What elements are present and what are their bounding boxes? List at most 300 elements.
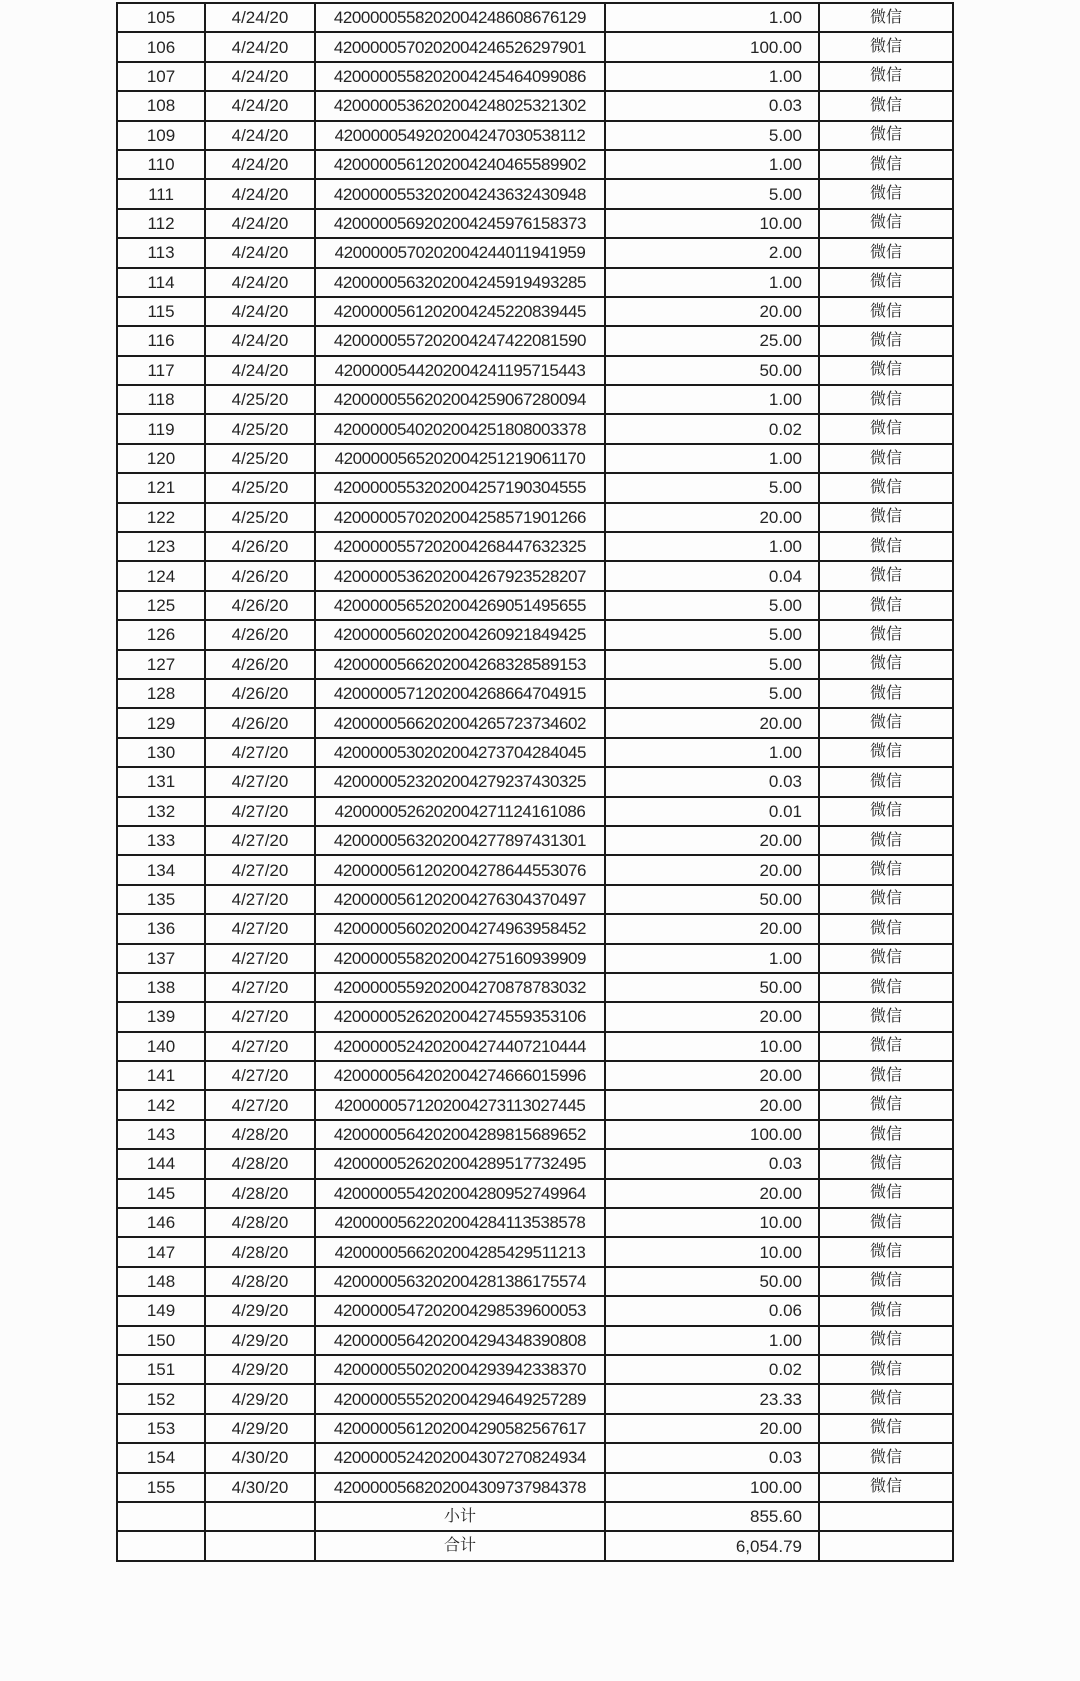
table-row: [117, 1267, 953, 1296]
transaction-id-cell: 4200000556202004259067280094: [315, 385, 605, 414]
transaction-id-cell: 4200000559202004270878783032: [315, 973, 605, 1002]
date-cell: 4/24/20: [205, 150, 315, 179]
table-row: [117, 1032, 953, 1061]
transaction-id-cell: 4200000561202004276304370497: [315, 885, 605, 914]
date-cell: 4/27/20: [205, 767, 315, 796]
table-row: [117, 1002, 953, 1031]
transaction-id-cell: 4200000564202004274666015996: [315, 1061, 605, 1090]
method-cell: 微信: [819, 650, 953, 679]
transaction-id-cell: 4200000526202004271124161086: [315, 797, 605, 826]
method-cell: 微信: [819, 326, 953, 355]
method-cell: 微信: [819, 179, 953, 208]
transaction-id-cell: 4200000536202004248025321302: [315, 91, 605, 120]
table-row: [117, 356, 953, 385]
transaction-id-cell: 4200000544202004241195715443: [315, 356, 605, 385]
amount-cell: 25.00: [605, 326, 819, 355]
amount-cell: 5.00: [605, 620, 819, 649]
method-cell: 微信: [819, 473, 953, 502]
date-cell: 4/28/20: [205, 1237, 315, 1266]
table-row: [117, 1414, 953, 1443]
transactions-table: [116, 2, 954, 1562]
table-row: [117, 738, 953, 767]
row-index-cell: 115: [117, 297, 205, 326]
date-cell: 4/27/20: [205, 885, 315, 914]
amount-cell: 50.00: [605, 885, 819, 914]
row-index-cell: 144: [117, 1149, 205, 1178]
amount-cell: 0.01: [605, 797, 819, 826]
transaction-id-cell: 4200000564202004289815689652: [315, 1120, 605, 1149]
method-cell: 微信: [819, 1237, 953, 1266]
amount-cell: 5.00: [605, 591, 819, 620]
method-cell: 微信: [819, 1355, 953, 1384]
row-index-cell: 136: [117, 914, 205, 943]
amount-cell: 20.00: [605, 855, 819, 884]
method-cell: 微信: [819, 414, 953, 443]
row-index-cell: 146: [117, 1208, 205, 1237]
method-cell: 微信: [819, 62, 953, 91]
row-index-cell: 105: [117, 3, 205, 32]
row-index-cell: 106: [117, 32, 205, 61]
method-cell: 微信: [819, 738, 953, 767]
method-cell: 微信: [819, 3, 953, 32]
table-row: [117, 1179, 953, 1208]
subtotal-empty-method-cell: [819, 1502, 953, 1531]
date-cell: 4/26/20: [205, 532, 315, 561]
amount-cell: 50.00: [605, 356, 819, 385]
table-row: [117, 238, 953, 267]
date-cell: 4/25/20: [205, 385, 315, 414]
transaction-id-cell: 4200000571202004273113027445: [315, 1090, 605, 1119]
date-cell: 4/24/20: [205, 179, 315, 208]
transaction-id-cell: 4200000566202004265723734602: [315, 708, 605, 737]
row-index-cell: 155: [117, 1473, 205, 1502]
table-row: [117, 209, 953, 238]
row-index-cell: 118: [117, 385, 205, 414]
date-cell: 4/30/20: [205, 1443, 315, 1472]
method-cell: 微信: [819, 1326, 953, 1355]
table-row: [117, 91, 953, 120]
table-row: [117, 3, 953, 32]
method-cell: 微信: [819, 973, 953, 1002]
amount-cell: 1.00: [605, 150, 819, 179]
amount-cell: 5.00: [605, 179, 819, 208]
row-index-cell: 113: [117, 238, 205, 267]
table-row: [117, 679, 953, 708]
row-index-cell: 147: [117, 1237, 205, 1266]
table-row: [117, 1384, 953, 1413]
table-row: [117, 473, 953, 502]
transaction-id-cell: 4200000558202004275160939909: [315, 944, 605, 973]
method-cell: 微信: [819, 1002, 953, 1031]
method-cell: 微信: [819, 1384, 953, 1413]
date-cell: 4/27/20: [205, 797, 315, 826]
subtotal-empty-index-cell: [117, 1502, 205, 1531]
method-cell: 微信: [819, 914, 953, 943]
amount-cell: 0.03: [605, 91, 819, 120]
row-index-cell: 131: [117, 767, 205, 796]
table-row: [117, 1090, 953, 1119]
amount-cell: 20.00: [605, 1179, 819, 1208]
subtotal-amount-cell: 855.60: [605, 1502, 819, 1531]
date-cell: 4/29/20: [205, 1296, 315, 1325]
transaction-id-cell: 4200000526202004274559353106: [315, 1002, 605, 1031]
row-index-cell: 132: [117, 797, 205, 826]
date-cell: 4/26/20: [205, 561, 315, 590]
method-cell: 微信: [819, 944, 953, 973]
method-cell: 微信: [819, 826, 953, 855]
method-cell: 微信: [819, 356, 953, 385]
transaction-id-cell: 4200000558202004245464099086: [315, 62, 605, 91]
date-cell: 4/24/20: [205, 268, 315, 297]
total-amount-cell: 6,054.79: [605, 1531, 819, 1560]
table-row: [117, 885, 953, 914]
table-row: [117, 414, 953, 443]
amount-cell: 0.03: [605, 1149, 819, 1178]
method-cell: 微信: [819, 1120, 953, 1149]
date-cell: 4/28/20: [205, 1149, 315, 1178]
table-row: [117, 1296, 953, 1325]
transaction-id-cell: 4200000530202004273704284045: [315, 738, 605, 767]
row-index-cell: 154: [117, 1443, 205, 1472]
date-cell: 4/27/20: [205, 1090, 315, 1119]
transactions-body: [117, 3, 953, 1502]
table-row: [117, 1355, 953, 1384]
transaction-id-cell: 4200000561202004290582567617: [315, 1414, 605, 1443]
row-index-cell: 150: [117, 1326, 205, 1355]
row-index-cell: 117: [117, 356, 205, 385]
method-cell: 微信: [819, 679, 953, 708]
amount-cell: 5.00: [605, 679, 819, 708]
row-index-cell: 122: [117, 503, 205, 532]
method-cell: 微信: [819, 503, 953, 532]
row-index-cell: 135: [117, 885, 205, 914]
method-cell: 微信: [819, 91, 953, 120]
date-cell: 4/28/20: [205, 1267, 315, 1296]
subtotal-label-cell: 小计: [315, 1502, 605, 1531]
table-row: [117, 591, 953, 620]
amount-cell: 20.00: [605, 1090, 819, 1119]
row-index-cell: 140: [117, 1032, 205, 1061]
table-row: [117, 855, 953, 884]
method-cell: 微信: [819, 1032, 953, 1061]
method-cell: 微信: [819, 385, 953, 414]
amount-cell: 20.00: [605, 914, 819, 943]
transaction-id-cell: 4200000540202004251808003378: [315, 414, 605, 443]
method-cell: 微信: [819, 238, 953, 267]
method-cell: 微信: [819, 591, 953, 620]
date-cell: 4/27/20: [205, 826, 315, 855]
date-cell: 4/29/20: [205, 1326, 315, 1355]
table-row: [117, 973, 953, 1002]
transaction-id-cell: 4200000563202004281386175574: [315, 1267, 605, 1296]
row-index-cell: 152: [117, 1384, 205, 1413]
row-index-cell: 127: [117, 650, 205, 679]
transaction-id-cell: 4200000526202004289517732495: [315, 1149, 605, 1178]
table-row: [117, 385, 953, 414]
row-index-cell: 125: [117, 591, 205, 620]
table-row: [117, 914, 953, 943]
row-index-cell: 107: [117, 62, 205, 91]
row-index-cell: 109: [117, 121, 205, 150]
amount-cell: 20.00: [605, 297, 819, 326]
amount-cell: 1.00: [605, 1326, 819, 1355]
amount-cell: 0.04: [605, 561, 819, 590]
row-index-cell: 151: [117, 1355, 205, 1384]
date-cell: 4/27/20: [205, 738, 315, 767]
amount-cell: 10.00: [605, 1237, 819, 1266]
amount-cell: 1.00: [605, 62, 819, 91]
method-cell: 微信: [819, 767, 953, 796]
total-empty-date-cell: [205, 1531, 315, 1560]
table-row: [117, 32, 953, 61]
row-index-cell: 130: [117, 738, 205, 767]
transaction-id-cell: 4200000555202004294649257289: [315, 1384, 605, 1413]
date-cell: 4/24/20: [205, 3, 315, 32]
transaction-id-cell: 4200000562202004284113538578: [315, 1208, 605, 1237]
method-cell: 微信: [819, 797, 953, 826]
transaction-id-cell: 4200000557202004268447632325: [315, 532, 605, 561]
table-row: [117, 944, 953, 973]
amount-cell: 5.00: [605, 121, 819, 150]
transaction-id-cell: 4200000524202004307270824934: [315, 1443, 605, 1472]
method-cell: 微信: [819, 855, 953, 884]
amount-cell: 10.00: [605, 1208, 819, 1237]
method-cell: 微信: [819, 1090, 953, 1119]
table-row: [117, 503, 953, 532]
date-cell: 4/24/20: [205, 209, 315, 238]
date-cell: 4/26/20: [205, 620, 315, 649]
transaction-id-cell: 4200000553202004243632430948: [315, 179, 605, 208]
date-cell: 4/24/20: [205, 91, 315, 120]
row-index-cell: 143: [117, 1120, 205, 1149]
table-row: [117, 708, 953, 737]
transactions-table-container: [116, 2, 954, 1562]
transaction-id-cell: 4200000570202004244011941959: [315, 238, 605, 267]
transaction-id-cell: 4200000564202004294348390808: [315, 1326, 605, 1355]
date-cell: 4/26/20: [205, 591, 315, 620]
row-index-cell: 111: [117, 179, 205, 208]
amount-cell: 23.33: [605, 1384, 819, 1413]
row-index-cell: 148: [117, 1267, 205, 1296]
table-row: [117, 767, 953, 796]
table-row: [117, 1061, 953, 1090]
date-cell: 4/24/20: [205, 32, 315, 61]
table-row: [117, 1443, 953, 1472]
method-cell: 微信: [819, 1267, 953, 1296]
total-empty-method-cell: [819, 1531, 953, 1560]
amount-cell: 0.02: [605, 1355, 819, 1384]
date-cell: 4/30/20: [205, 1473, 315, 1502]
transaction-id-cell: 4200000566202004285429511213: [315, 1237, 605, 1266]
method-cell: 微信: [819, 268, 953, 297]
transaction-id-cell: 4200000566202004268328589153: [315, 650, 605, 679]
date-cell: 4/27/20: [205, 914, 315, 943]
row-index-cell: 114: [117, 268, 205, 297]
amount-cell: 10.00: [605, 1032, 819, 1061]
table-row: [117, 826, 953, 855]
amount-cell: 20.00: [605, 1061, 819, 1090]
date-cell: 4/24/20: [205, 326, 315, 355]
transaction-id-cell: 4200000565202004251219061170: [315, 444, 605, 473]
amount-cell: 20.00: [605, 708, 819, 737]
amount-cell: 0.03: [605, 1443, 819, 1472]
amount-cell: 1.00: [605, 444, 819, 473]
amount-cell: 20.00: [605, 503, 819, 532]
amount-cell: 50.00: [605, 1267, 819, 1296]
transaction-id-cell: 4200000561202004240465589902: [315, 150, 605, 179]
amount-cell: 100.00: [605, 1120, 819, 1149]
date-cell: 4/28/20: [205, 1208, 315, 1237]
amount-cell: 1.00: [605, 944, 819, 973]
method-cell: 微信: [819, 121, 953, 150]
table-row: [117, 179, 953, 208]
row-index-cell: 121: [117, 473, 205, 502]
table-row: [117, 62, 953, 91]
table-row: [117, 1149, 953, 1178]
amount-cell: 10.00: [605, 209, 819, 238]
date-cell: 4/25/20: [205, 473, 315, 502]
date-cell: 4/25/20: [205, 414, 315, 443]
amount-cell: 50.00: [605, 973, 819, 1002]
transaction-id-cell: 4200000565202004269051495655: [315, 591, 605, 620]
transaction-id-cell: 4200000557202004247422081590: [315, 326, 605, 355]
method-cell: 微信: [819, 885, 953, 914]
amount-cell: 20.00: [605, 826, 819, 855]
transaction-id-cell: 4200000536202004267923528207: [315, 561, 605, 590]
date-cell: 4/24/20: [205, 356, 315, 385]
table-row: [117, 620, 953, 649]
total-row: [117, 1531, 953, 1560]
transaction-id-cell: 4200000560202004260921849425: [315, 620, 605, 649]
date-cell: 4/29/20: [205, 1355, 315, 1384]
method-cell: 微信: [819, 532, 953, 561]
amount-cell: 100.00: [605, 32, 819, 61]
amount-cell: 1.00: [605, 385, 819, 414]
method-cell: 微信: [819, 1414, 953, 1443]
table-row: [117, 1120, 953, 1149]
transaction-id-cell: 4200000560202004274963958452: [315, 914, 605, 943]
date-cell: 4/27/20: [205, 1061, 315, 1090]
row-index-cell: 123: [117, 532, 205, 561]
transaction-id-cell: 4200000550202004293942338370: [315, 1355, 605, 1384]
amount-cell: 5.00: [605, 650, 819, 679]
method-cell: 微信: [819, 620, 953, 649]
table-row: [117, 121, 953, 150]
amount-cell: 1.00: [605, 3, 819, 32]
amount-cell: 1.00: [605, 738, 819, 767]
row-index-cell: 116: [117, 326, 205, 355]
transaction-id-cell: 4200000571202004268664704915: [315, 679, 605, 708]
row-index-cell: 149: [117, 1296, 205, 1325]
method-cell: 微信: [819, 150, 953, 179]
table-row: [117, 1326, 953, 1355]
transaction-id-cell: 4200000554202004280952749964: [315, 1179, 605, 1208]
transaction-id-cell: 4200000561202004245220839445: [315, 297, 605, 326]
row-index-cell: 133: [117, 826, 205, 855]
date-cell: 4/26/20: [205, 650, 315, 679]
method-cell: 微信: [819, 561, 953, 590]
transaction-id-cell: 4200000558202004248608676129: [315, 3, 605, 32]
amount-cell: 5.00: [605, 473, 819, 502]
table-row: [117, 1473, 953, 1502]
amount-cell: 2.00: [605, 238, 819, 267]
transaction-id-cell: 4200000561202004278644553076: [315, 855, 605, 884]
transaction-id-cell: 4200000553202004257190304555: [315, 473, 605, 502]
date-cell: 4/25/20: [205, 444, 315, 473]
table-row: [117, 532, 953, 561]
transaction-id-cell: 4200000549202004247030538112: [315, 121, 605, 150]
transaction-id-cell: 4200000563202004245919493285: [315, 268, 605, 297]
table-row: [117, 326, 953, 355]
row-index-cell: 129: [117, 708, 205, 737]
date-cell: 4/26/20: [205, 708, 315, 737]
subtotal-row: [117, 1502, 953, 1531]
row-index-cell: 134: [117, 855, 205, 884]
amount-cell: 0.02: [605, 414, 819, 443]
method-cell: 微信: [819, 1473, 953, 1502]
date-cell: 4/28/20: [205, 1179, 315, 1208]
amount-cell: 20.00: [605, 1414, 819, 1443]
transaction-id-cell: 4200000570202004258571901266: [315, 503, 605, 532]
table-row: [117, 561, 953, 590]
date-cell: 4/27/20: [205, 855, 315, 884]
row-index-cell: 126: [117, 620, 205, 649]
date-cell: 4/24/20: [205, 238, 315, 267]
amount-cell: 0.03: [605, 767, 819, 796]
total-empty-index-cell: [117, 1531, 205, 1560]
method-cell: 微信: [819, 1179, 953, 1208]
row-index-cell: 108: [117, 91, 205, 120]
transaction-id-cell: 4200000524202004274407210444: [315, 1032, 605, 1061]
date-cell: 4/28/20: [205, 1120, 315, 1149]
table-row: [117, 268, 953, 297]
row-index-cell: 139: [117, 1002, 205, 1031]
row-index-cell: 128: [117, 679, 205, 708]
method-cell: 微信: [819, 1061, 953, 1090]
row-index-cell: 138: [117, 973, 205, 1002]
method-cell: 微信: [819, 708, 953, 737]
date-cell: 4/27/20: [205, 1002, 315, 1031]
date-cell: 4/29/20: [205, 1414, 315, 1443]
amount-cell: 1.00: [605, 268, 819, 297]
row-index-cell: 153: [117, 1414, 205, 1443]
method-cell: 微信: [819, 209, 953, 238]
date-cell: 4/27/20: [205, 1032, 315, 1061]
date-cell: 4/27/20: [205, 944, 315, 973]
row-index-cell: 112: [117, 209, 205, 238]
row-index-cell: 145: [117, 1179, 205, 1208]
transaction-id-cell: 4200000568202004309737984378: [315, 1473, 605, 1502]
method-cell: 微信: [819, 1296, 953, 1325]
method-cell: 微信: [819, 444, 953, 473]
row-index-cell: 142: [117, 1090, 205, 1119]
amount-cell: 20.00: [605, 1002, 819, 1031]
date-cell: 4/24/20: [205, 121, 315, 150]
table-row: [117, 297, 953, 326]
date-cell: 4/24/20: [205, 297, 315, 326]
table-row: [117, 1208, 953, 1237]
row-index-cell: 137: [117, 944, 205, 973]
table-row: [117, 150, 953, 179]
method-cell: 微信: [819, 297, 953, 326]
table-row: [117, 1237, 953, 1266]
method-cell: 微信: [819, 32, 953, 61]
total-label-cell: 合计: [315, 1531, 605, 1560]
date-cell: 4/27/20: [205, 973, 315, 1002]
row-index-cell: 110: [117, 150, 205, 179]
transaction-id-cell: 4200000570202004246526297901: [315, 32, 605, 61]
amount-cell: 1.00: [605, 532, 819, 561]
